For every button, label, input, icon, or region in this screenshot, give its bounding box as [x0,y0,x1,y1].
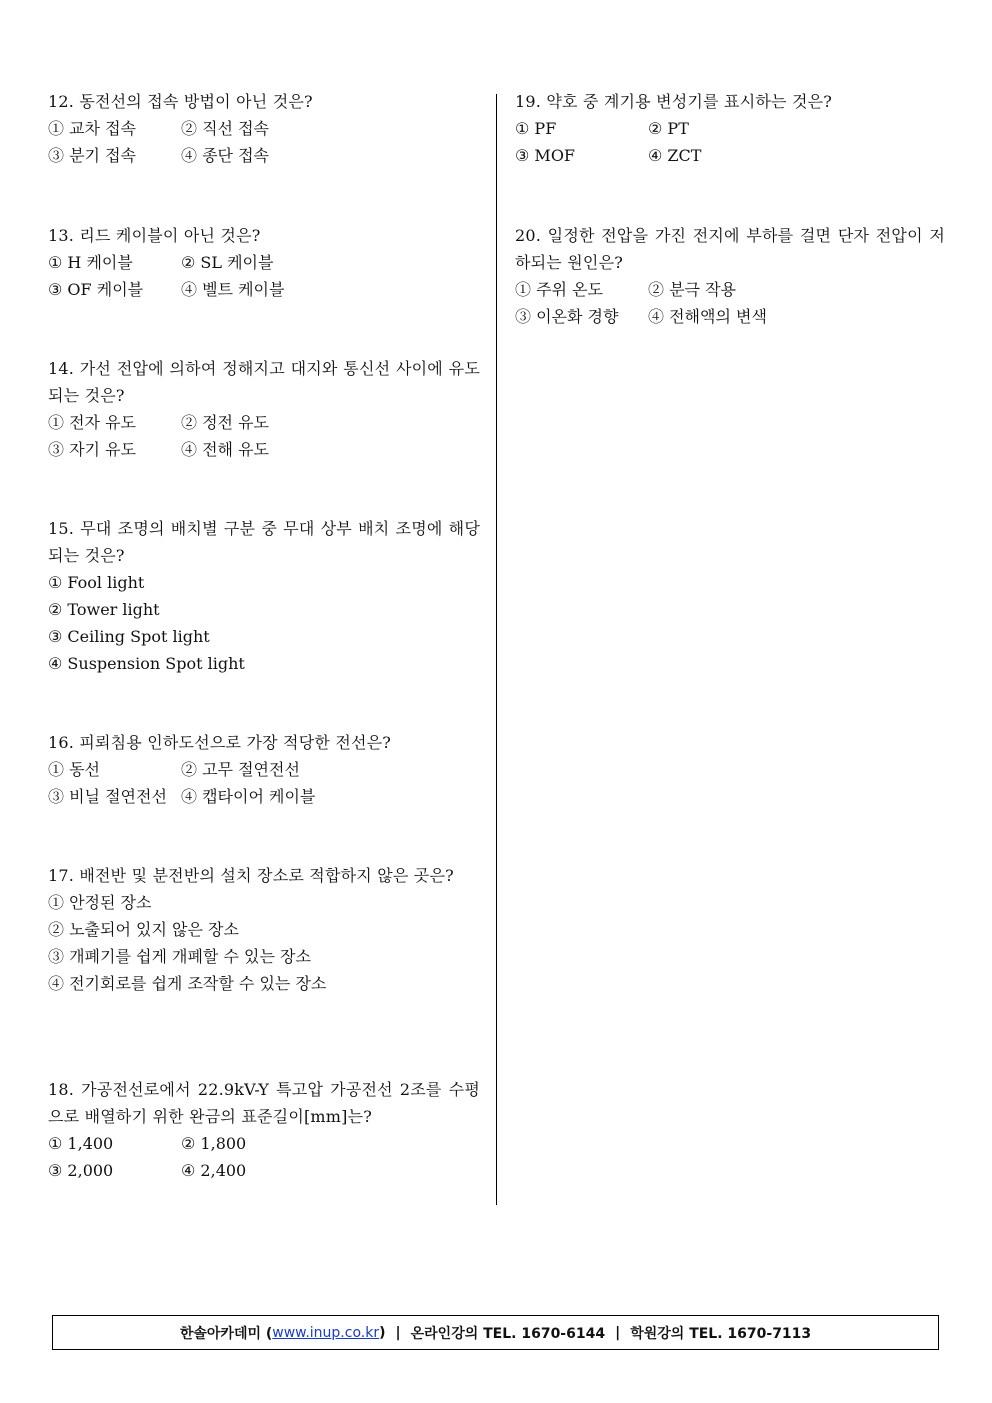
option[interactable]: ① Fool light [48,573,145,592]
question-18 [48,1076,480,1184]
option[interactable]: ④ 전해액의 변색 [648,307,767,326]
option[interactable]: ③ 이온화 경향 [515,307,619,326]
option[interactable]: ③ MOF [515,146,576,165]
option[interactable]: ④ Suspension Spot light [48,654,245,673]
option[interactable]: ③ 비닐 절연전선 [48,787,167,806]
question-13 [48,222,480,303]
option-list [48,115,480,169]
option[interactable]: ① 주위 온도 [515,280,603,299]
option-list [48,756,480,810]
question-17 [48,862,480,997]
question-14 [48,355,480,463]
question-text: 12. 동전선의 접속 방법이 아닌 것은? [48,92,313,111]
column-divider [496,94,497,1205]
option[interactable]: ③ Ceiling Spot light [48,627,210,646]
option[interactable]: ① 교차 접속 [48,119,136,138]
option[interactable]: ③ 분기 접속 [48,146,136,165]
option[interactable]: ① 전자 유도 [48,413,136,432]
footer-separator: | [615,1324,621,1341]
option-list [515,115,945,169]
option[interactable]: ③ 자기 유도 [48,440,136,459]
option-list [48,569,480,677]
option[interactable]: ④ 캡타이어 케이블 [181,787,316,806]
footer-contact-box [52,1315,939,1350]
option[interactable]: ① 1,400 [48,1134,114,1153]
option-list [48,889,480,997]
option[interactable]: ④ 벨트 케이블 [181,280,285,299]
option[interactable]: ② 고무 절연전선 [181,760,300,779]
option-list [48,249,480,303]
question-text: 14. 가선 전압에 의하여 정해지고 대지와 통신선 사이에 유도 되는 것은? [48,359,480,405]
question-text: 18. 가공전선로에서 22.9kV-Y 특고압 가공전선 2조를 수평으로 배열하기 위한 완금의 표준길이[mm]는? [48,1080,480,1126]
question-text: 15. 무대 조명의 배치별 구분 중 무대 상부 배치 조명에 해당되는 것은? [48,519,480,565]
option[interactable]: ② Tower light [48,600,160,619]
option[interactable]: ④ 종단 접속 [181,146,269,165]
question-19 [515,88,945,169]
footer-separator: | [395,1324,401,1341]
website-link[interactable]: www.inup.co.kr [272,1324,380,1341]
option[interactable]: ② 직선 접속 [181,119,269,138]
option-list [48,409,480,463]
question-text: 17. 배전반 및 분전반의 설치 장소로 적합하지 않은 곳은? [48,866,454,885]
online-phone: 온라인강의 TEL. 1670-6144 [410,1325,606,1342]
option[interactable]: ② 정전 유도 [181,413,269,432]
option-list [48,1130,480,1184]
option[interactable]: ① PF [515,119,557,138]
option[interactable]: ① 안정된 장소 [48,893,152,912]
option[interactable]: ② 1,800 [181,1134,247,1153]
option[interactable]: ③ 개폐기를 쉽게 개폐할 수 있는 장소 [48,947,311,966]
option[interactable]: ④ 2,400 [181,1161,247,1180]
offline-phone: 학원강의 TEL. 1670-7113 [630,1325,812,1342]
option[interactable]: ② PT [648,119,689,138]
question-16 [48,729,480,810]
academy-name-close: ) [379,1324,386,1341]
option[interactable]: ③ 2,000 [48,1161,114,1180]
question-12 [48,88,480,169]
question-text: 16. 피뢰침용 인하도선으로 가장 적당한 전선은? [48,733,392,752]
question-20 [515,222,945,330]
question-text: 13. 리드 케이블이 아닌 것은? [48,226,261,245]
option[interactable]: ② 분극 작용 [648,280,736,299]
option[interactable]: ① 동선 [48,760,100,779]
option[interactable]: ④ ZCT [648,146,702,165]
question-text: 19. 약호 중 계기용 변성기를 표시하는 것은? [515,92,833,111]
option[interactable]: ① H 케이블 [48,253,133,272]
option-list [515,276,945,330]
option[interactable]: ③ OF 케이블 [48,280,144,299]
option[interactable]: ② SL 케이블 [181,253,274,272]
question-text: 20. 일정한 전압을 가진 전지에 부하를 걸면 단자 전압이 저하되는 원인은? [515,226,945,272]
question-15 [48,515,480,677]
option[interactable]: ② 노출되어 있지 않은 장소 [48,920,239,939]
option[interactable]: ④ 전해 유도 [181,440,269,459]
option[interactable]: ④ 전기회로를 쉽게 조작할 수 있는 장소 [48,974,327,993]
academy-name: 한솔아카데미 ( [179,1325,273,1342]
